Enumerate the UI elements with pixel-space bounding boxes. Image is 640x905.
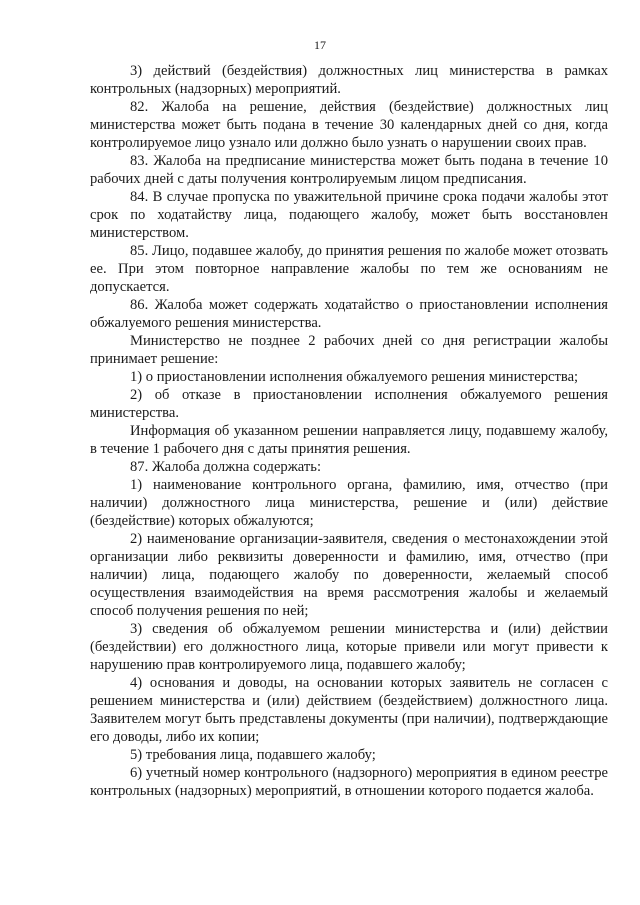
- paragraph-83: 83. Жалоба на предписание министерства может быть подана в течение 10 рабочих дней с даты получения контролируемым лицом предписания.: [90, 153, 608, 187]
- paragraph-content-item-3: 3) сведения об обжалуемом решении министерства и (или) действии (бездействии) его должностного лица, которые привели или могут привести к нарушению прав контролируемого лица, подавшего жалобу;: [90, 621, 608, 673]
- document-body: [90, 62, 608, 800]
- page-number: 17: [314, 38, 326, 52]
- paragraph-decision-item-2: 2) об отказе в приостановлении исполнения обжалуемого решения министерства.: [90, 387, 608, 421]
- paragraph-content-item-4: 4) основания и доводы, на основании которых заявитель не согласен с решением министерства и (или) действием (бездействием) должностного лица. Заявителем могут быть представлены документы (при наличии), подтверждающие его доводы, либо их копии;: [90, 675, 608, 745]
- paragraph-82: 82. Жалоба на решение, действия (бездействие) должностных лиц министерства может быть подана в течение 30 календарных дней со дня, когда контролируемое лицо узнало или должно было узнать о нарушении своих прав.: [90, 99, 608, 151]
- paragraph-84: 84. В случае пропуска по уважительной причине срока подачи жалобы этот срок по ходатайству лица, подающего жалобу, может быть восстановлен министерством.: [90, 189, 608, 241]
- paragraph-86: 86. Жалоба может содержать ходатайство о приостановлении исполнения обжалуемого решения министерства.: [90, 297, 608, 331]
- paragraph-content-item-1: 1) наименование контрольного органа, фамилию, имя, отчество (при наличии) должностного лица министерства, решение и (или) действие (бездействие) которых обжалуются;: [90, 477, 608, 529]
- paragraph-item-3-inspection-actions: 3) действий (бездействия) должностных лиц министерства в рамках контрольных (надзорных) мероприятий.: [90, 63, 608, 97]
- paragraph-decision-notice: Информация об указанном решении направляется лицу, подавшему жалобу, в течение 1 рабочего дня с даты принятия решения.: [90, 423, 608, 457]
- paragraph-85: 85. Лицо, подавшее жалобу, до принятия решения по жалобе может отозвать ее. При этом повторное направление жалобы по тем же основаниям не допускается.: [90, 243, 608, 295]
- paragraph-content-item-2: 2) наименование организации-заявителя, сведения о местонахождении этой организации либо реквизиты доверенности и фамилию, имя, отчество (при наличии) лица, подающего жалобу по доверенности, желаемый способ осуществления взаимодействия на время рассмотрения жалобы и желаемый способ получения решения по ней;: [90, 531, 608, 619]
- paragraph-87: 87. Жалоба должна содержать:: [130, 459, 321, 475]
- paragraph-decision-item-1: 1) о приостановлении исполнения обжалуемого решения министерства;: [130, 369, 579, 385]
- paragraph-content-item-6: 6) учетный номер контрольного (надзорного) мероприятия в едином реестре контрольных (надзорных) мероприятий, в отношении которого подается жалоба.: [90, 765, 608, 799]
- paragraph-content-item-5: 5) требования лица, подавшего жалобу;: [130, 747, 376, 763]
- paragraph-ministry-decision: Министерство не позднее 2 рабочих дней со дня регистрации жалобы принимает решение:: [90, 333, 608, 367]
